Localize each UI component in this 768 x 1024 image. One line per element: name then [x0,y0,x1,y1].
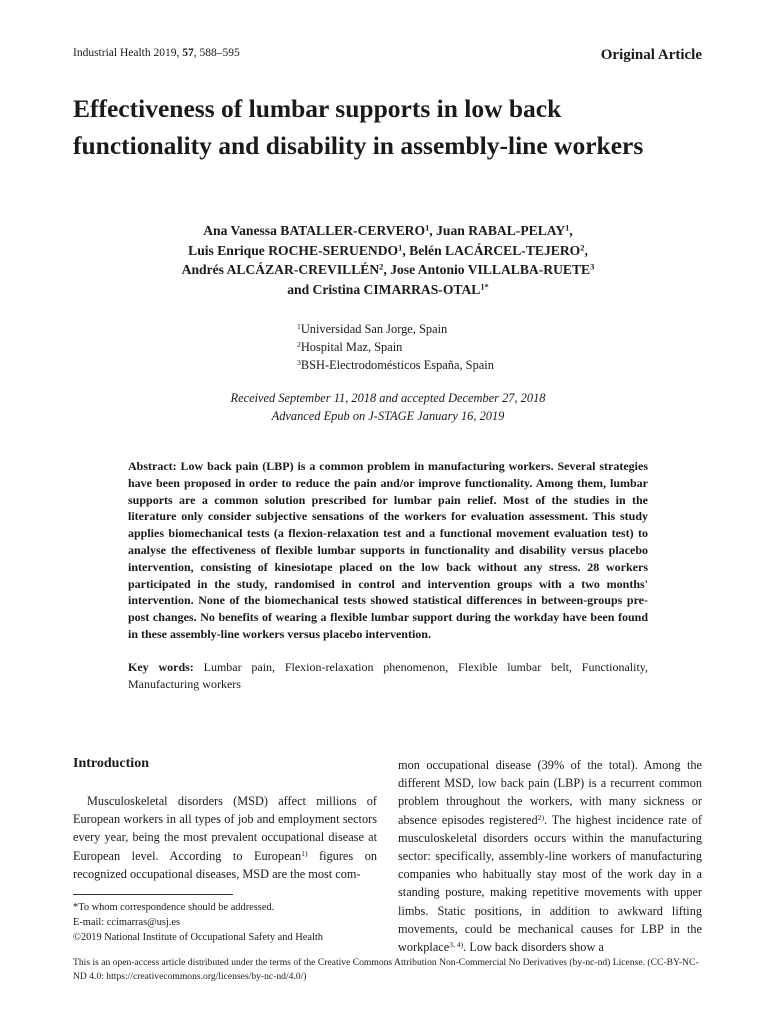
author: Andrés ALCÁZAR-CREVILLÉN$^2$, [181,261,391,277]
footnotes [73,900,323,945]
author: and Cristina CIMARRAS-$OTAL^{1*}$ [287,280,489,297]
copyright-notice: ©2019 National Institute of Occupational Safety and Health [73,932,323,943]
citation-ref: 3, 4) [449,939,464,949]
publication-dates [73,389,703,425]
section-heading-introduction: Introduction [73,756,149,771]
article-type: Original Article [600,47,702,63]
body-text-left-column: Musculoskeletal disorders (MSD) affect millions of European workers in all types of job and employment sectors every year, being the most prevalent occupational disease at European level. According to European$^{1)}$ figures on recognized occupational diseases, MSD are the most com- [73,794,377,881]
article-title: Effectiveness of lumbar supports in low back functionality and disability in assembly-line workers [73,94,644,160]
author: Jose Antonio VILLALBA-RUETE$^3$ [390,261,595,277]
affiliation: $^2$Hospital Maz, Spain [297,339,403,354]
author: Ana Vanessa BATALLER-CERVERO$^1$, [203,222,437,238]
body-text-right-column: mon occupational disease (39% of the total). Among the different MSD, low back pain (LBP) is a recurrent common problem throughout the workers, with many sickness or absence episodes registered$^{2)}$. The highest incidence rate of musculoskeletal disorders occurs within the manufacturing sector: specifically, assembly-line workers of manufacturing companies who habitually stay most of the work day in a standing posture, making repetitive movements with upper limbs. Static positions, in addition to awkward lifting movements, could be mechanical causes for LBP in the workplace$^{3, 4)}$. Low back disorders show a [398,758,702,955]
author-list [73,221,703,299]
received-date: Received September 11, 2018 and accepted December 27, 2018 [230,391,546,405]
author: Belén LACÁRCEL-TEJERO$^2$, [409,241,588,258]
affiliation: $^3$BSH-Electrodomésticos España, Spain [297,357,494,372]
journal-reference [73,47,240,59]
epub-date: Advanced Epub on J-STAGE January 16, 2019 [271,409,505,423]
author: Luis Enrique ROCHE-SERUENDO$^1$, [188,241,410,258]
journal-pages: , 588–595 [193,47,240,59]
keywords [128,659,648,693]
affiliation: $^1$Universidad San Jorge, Spain [297,321,448,336]
citation-ref: 2) [537,812,544,822]
affiliations [297,320,494,374]
correspondence-note: *To whom correspondence should be addressed. [73,902,275,913]
footnote-divider [73,894,233,895]
license-notice: This is an open-access article distributed under the terms of the Creative Commons Attribution Non-Commercial No Derivatives (by-nc-nd) License. (CC-BY-NC-ND 4.0: https://creativecommons.org/licenses/by-nc-nd/4.0/) [73,957,699,982]
author: Juan RABAL-PELAY$^1$, [436,222,573,238]
abstract: Abstract: Low back pain (LBP) is a common problem in manufacturing workers. Several strategies have been proposed in order to reduce the pain and/or improve functionality. Among them, lumbar supports are a common solution prescribed for lumbar pain relief. Most of the studies in the literature only consider subjective sensations of the workers for evaluation assessment. This study applies biomechanical tests (a flexion-relaxation test and a functional movement evaluation test) to analyse the effectiveness of flexible lumbar supports in functionality and disability versus placebo intervention, consisting of kinesiotape placed on the low back without any stress. 28 workers participated in the study, randomised in control and intervention groups with a two months' intervention. None of the biomechanical tests showed statistical differences in between-groups pre-post changes. No benefits of wearing a flexible lumbar support during the workday have been found in these assembly-line workers versus placebo intervention. [128,459,648,641]
journal-name-year: Industrial Health 2019, [73,47,183,59]
journal-volume: 57 [182,47,194,59]
keywords-text: Lumbar pain, Flexion-relaxation phenomenon, Flexible lumbar belt, Functionality, Manufacturing workers [128,660,649,691]
citation-ref: 1) [301,848,308,858]
keywords-label: Key words: [128,660,194,674]
correspondence-email: E-mail: ccimarras@usj.es [73,917,181,928]
